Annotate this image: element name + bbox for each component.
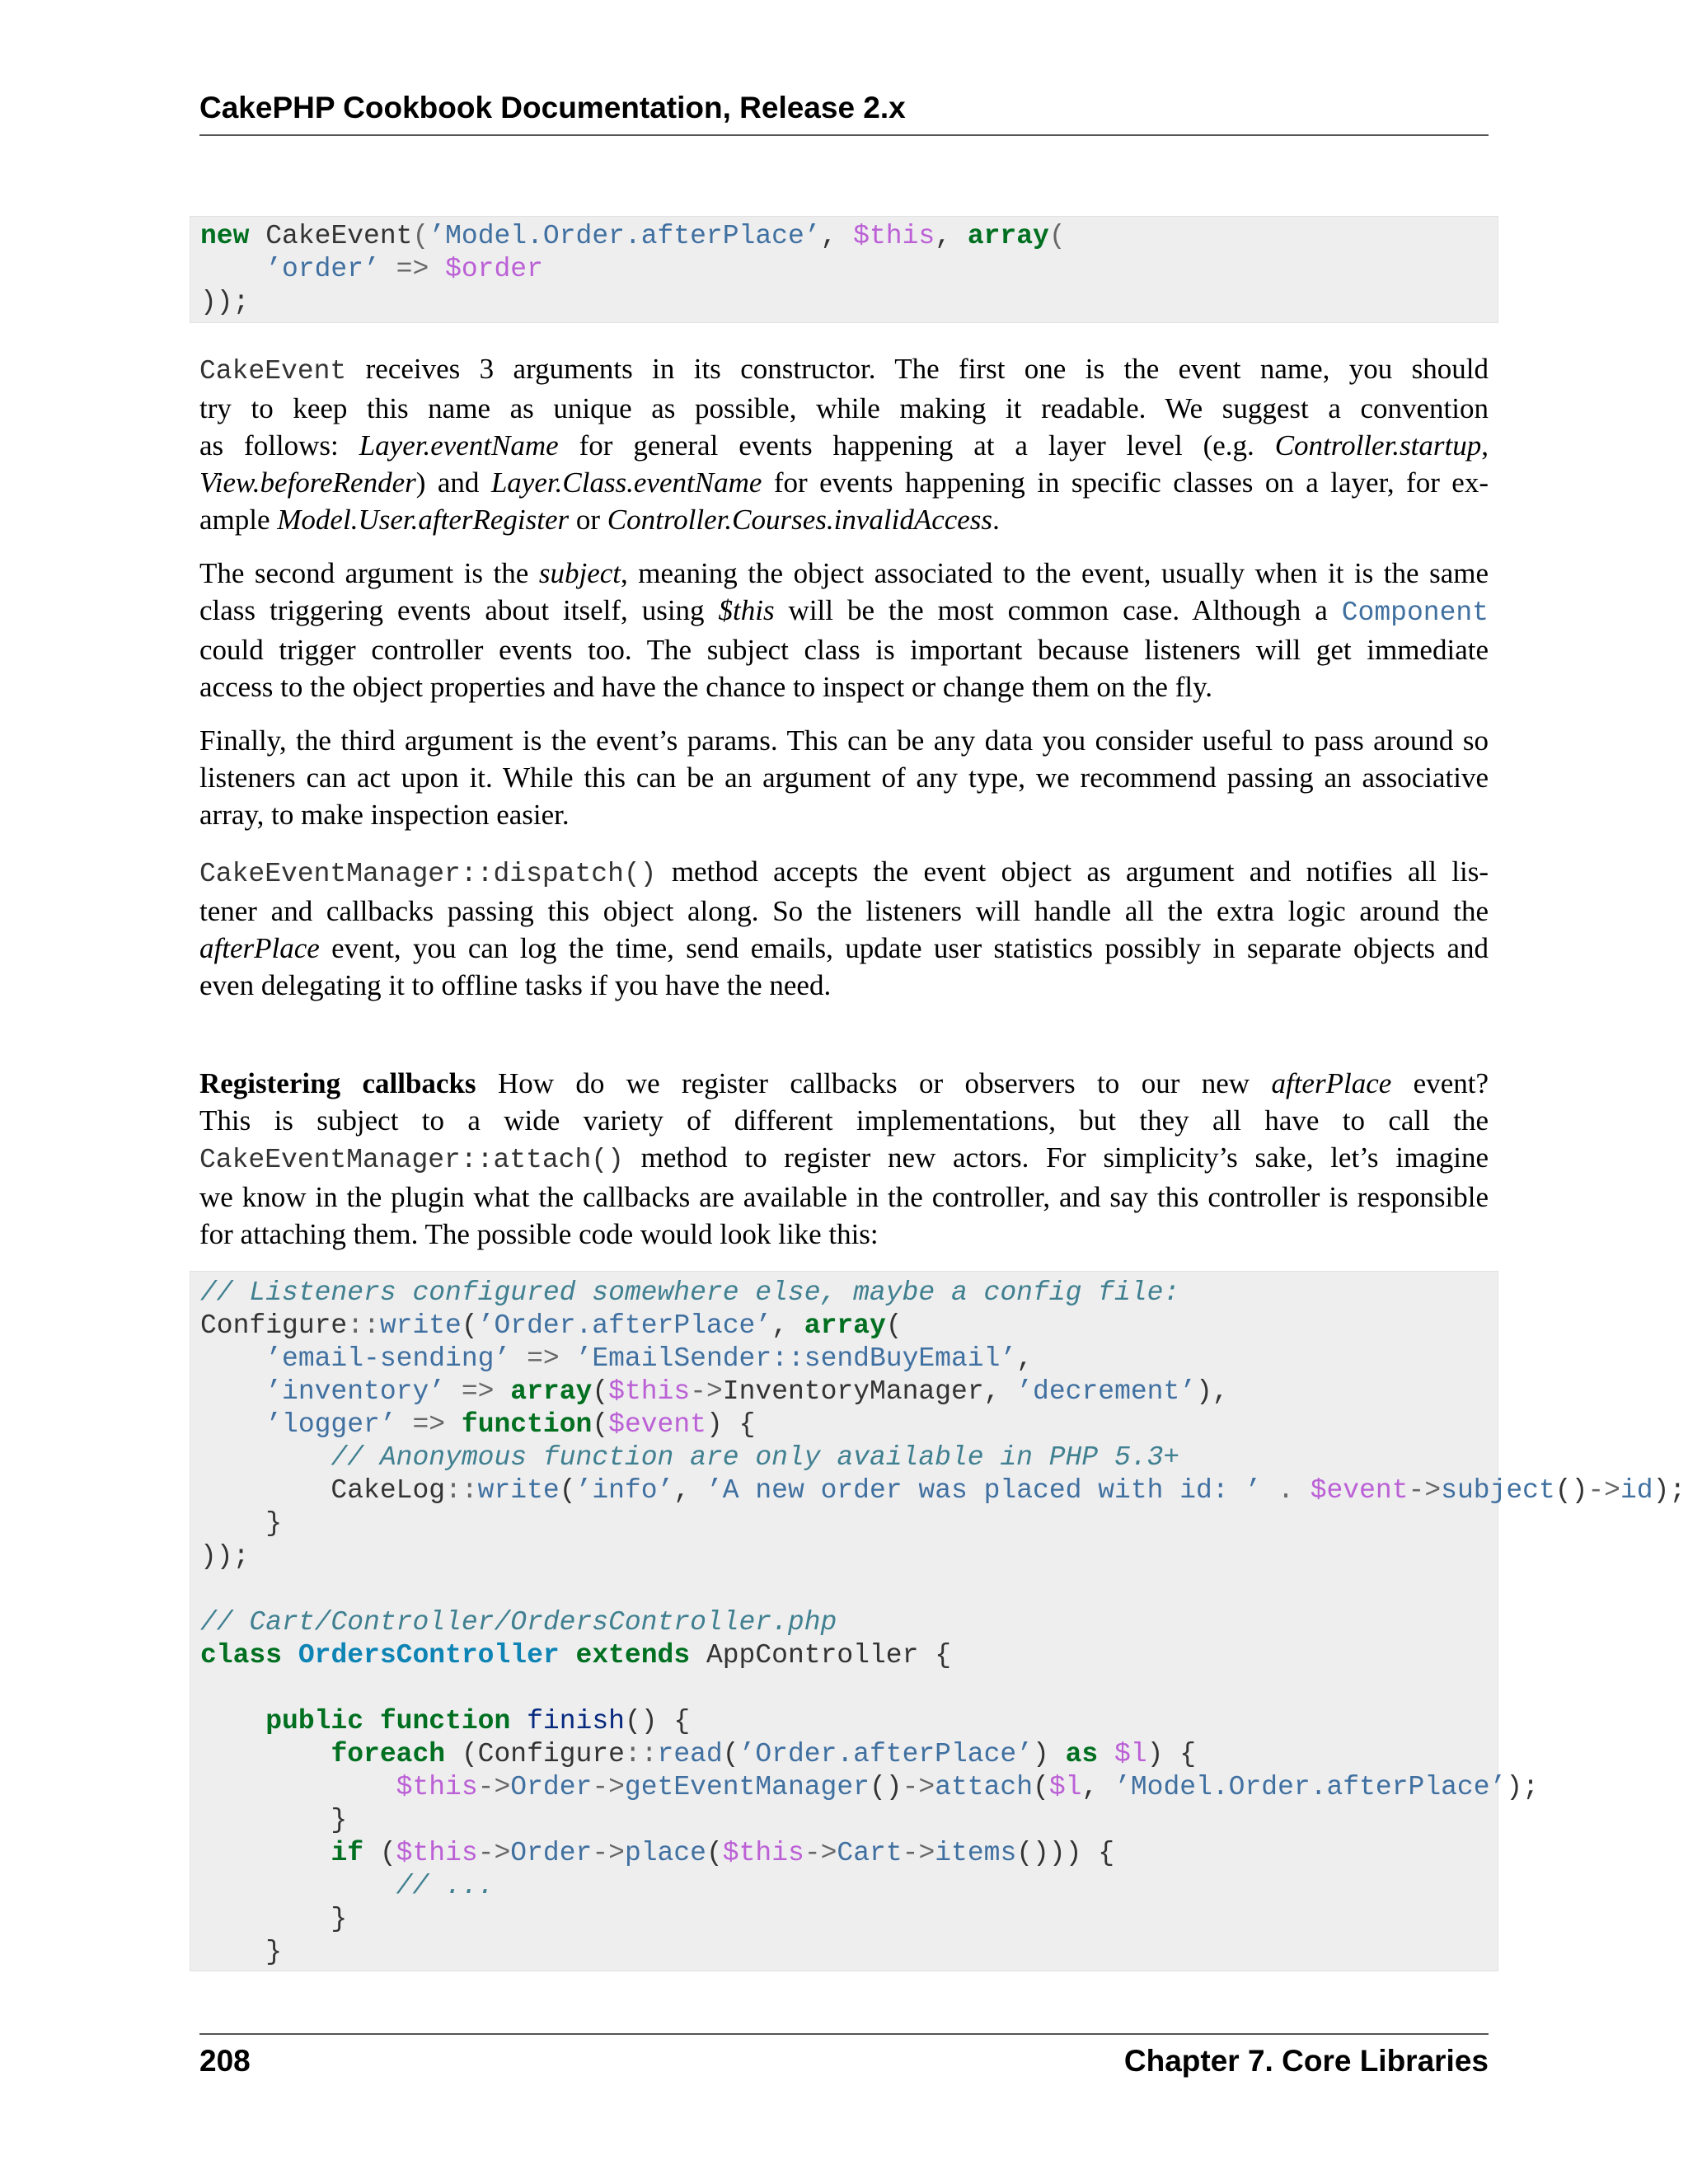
code-line: ’logger’ => function($event) { [265,1409,756,1440]
code-line: // Anonymous function are only available in PHP 5.3+ [331,1442,1180,1473]
code-line: } [200,1508,283,1539]
code-line: )); [200,287,250,317]
code-line: $this->Order->getEventManager()->attach($l, ’Model.Order.afterPlace’); [396,1772,1539,1802]
code-line [200,1672,1498,1705]
paragraph-cakeevent-arguments: CakeEvent receives 3 arguments in its constructor. The first one is the event name, you should try to keep this name as unique as possible, while making it readable. We suggest a convention as follows: Layer.eventName for general events happening at a layer level (e.g. Controller.startup, View.beforeRender) and Layer.Class.eventName for events happening in specific classes on a layer, for ex- ample Model.User.afterRegister or Controller.Courses.invalidAccess. [199,353,1489,536]
code-line: } [200,1805,348,1835]
paragraph-params-argument: Finally, the third argument is the event’s params. This can be any data you consider useful to pass around so listeners can act upon it. While this can be an argument of any type, we recommend passing an associative array, to make inspection easier. [199,724,1489,831]
code-line: new CakeEvent(’Model.Order.afterPlace’, $this, array( [200,221,1066,251]
footer-rule [199,2033,1489,2035]
code-line: ’inventory’ => array($this->InventoryManager, ’decrement’), [265,1376,1229,1407]
paragraph-dispatch-method: CakeEventManager::dispatch() method accepts the event object as argument and notifies all lis- tener and callbacks passing this object along. So the listeners will handle all the extra logic around the afterPlace event, you can log the time, send emails, update user statistics possibly in separate objects and even delegating it to offline tasks if you have the need. [199,855,1489,1001]
inline-code: CakeEventManager::dispatch() [199,859,657,889]
code-line: Configure::write(’Order.afterPlace’, array( [200,1310,903,1341]
inline-code: CakeEventManager::attach() [199,1145,624,1175]
code-line: // ... [396,1871,495,1901]
code-line: foreach (Configure::read(’Order.afterPlace’) as $l) { [331,1739,1197,1769]
code-line: // Cart/Controller/OrdersController.php [200,1607,837,1638]
code-line: if ($this->Order->place($this->Cart->items())) { [331,1838,1115,1868]
inline-code: CakeEvent [199,356,347,387]
section-heading: Registering callbacks [199,1067,476,1099]
code-line: } [200,1904,348,1934]
code-line: ’email-sending’ => ’EmailSender::sendBuyEmail’, [265,1343,1034,1374]
code-line: class OrdersController extends AppController { [200,1640,951,1671]
running-header: CakePHP Cookbook Documentation, Release 2.x [199,91,906,124]
code-line: ’order’ => $order [265,254,543,284]
code-line: )); [200,1541,250,1572]
code-line: // Listeners configured somewhere else, maybe a config file: [200,1277,1180,1308]
code-line: } [200,1937,283,1967]
page-number: 208 [199,2044,251,2078]
code-line [200,1573,1498,1606]
code-line: CakeLog::write(’info’, ’A new order was placed with id: ’ . $event->subject()->id); [200,1475,1686,1506]
component-link[interactable]: Component [1341,598,1489,628]
paragraph-registering-callbacks: Registering callbacks How do we register callbacks or observers to our new afterPlace event? This is subject to a wide variety of different implementations, but they all have to call the CakeEventManager::attach() method to register new actors. For simplicity’s sake, let’s imagine we know in the plugin what the callbacks are available in the controller, and say this controller is responsible for attaching them. The possible code would look like this: [199,1067,1489,1250]
code-line: public function finish() { [265,1706,691,1736]
chapter-label: Chapter 7. Core Libraries [1123,2044,1489,2078]
code-block-register-callbacks [190,1271,1686,1971]
header-rule [199,134,1489,136]
code-block-cakeevent [190,216,1498,323]
paragraph-subject-argument: The second argument is the subject, meaning the object associated to the event, usually when it is the same class triggering events about itself, using $this will be the most common case. Although a Component could trigger controller events too. The subject class is important because listeners will get immediate access to the object properties and have the chance to inspect or change them on the fly. [199,557,1489,703]
